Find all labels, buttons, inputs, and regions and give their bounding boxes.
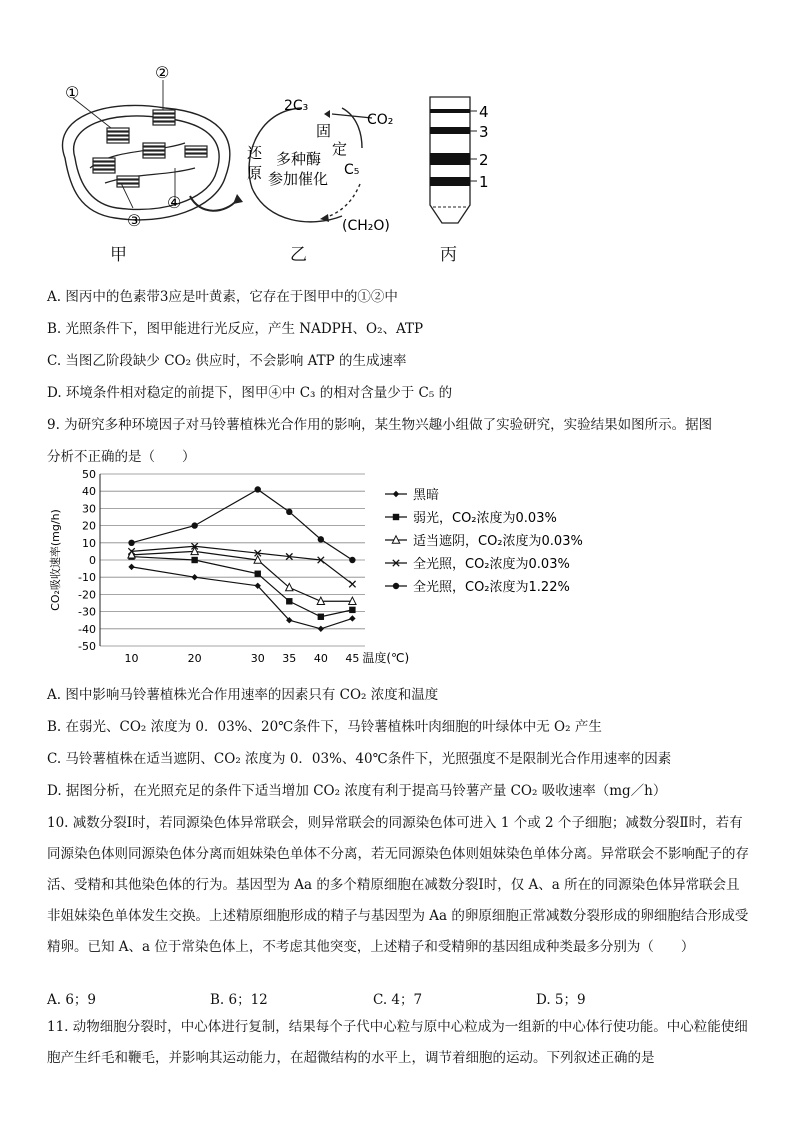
label-reduce-1: 还	[247, 144, 263, 162]
q9-option-d: D. 据图分析，在光照充足的条件下适当增加 CO₂ 浓度有利于提高马铃薯产量 CO₂ 吸收速率（mg／h）	[47, 783, 667, 799]
x-tick-label: 45	[345, 652, 360, 665]
label-fix-2: 定	[332, 140, 348, 158]
y-tick-label: -10	[78, 571, 96, 585]
band-label-4: 4	[479, 103, 489, 121]
marker-2: ②	[155, 63, 170, 82]
label-2c3: 2C₃	[284, 98, 309, 114]
data-point	[318, 626, 324, 632]
y-tick-label: 40	[82, 485, 96, 499]
data-point	[349, 615, 355, 621]
data-point	[255, 571, 261, 577]
y-axis-label: CO₂吸收速率(mg/h)	[49, 509, 62, 611]
figure-jia-caption: 甲	[110, 245, 127, 265]
data-point	[286, 509, 292, 515]
data-point	[191, 557, 197, 563]
legend-marker	[393, 491, 399, 497]
y-tick-label: -40	[78, 622, 96, 636]
figure-jia-chloroplast	[45, 58, 245, 258]
q10-option-b: B. 6；12	[210, 992, 268, 1008]
q8-option-c: C. 当图乙阶段缺少 CO₂ 供应时，不会影响 ATP 的生成速率	[47, 353, 407, 369]
q10-option-c: C. 4；7	[373, 992, 423, 1008]
label-fix-1: 固	[316, 122, 332, 140]
x-tick-label: 10	[124, 652, 139, 665]
q9-stem-line-2: 分析不正确的是（ ）	[47, 449, 196, 465]
y-tick-label: 0	[89, 554, 96, 567]
figure-bing-chromatogram	[425, 95, 495, 235]
data-point	[349, 581, 355, 587]
y-tick-label: 20	[82, 519, 96, 533]
x-tick-label: 20	[187, 652, 202, 665]
y-tick-label: 50	[82, 468, 96, 481]
q9-option-b: B. 在弱光、CO₂ 浓度为 0．03%、20℃条件下，马铃薯植株叶肉细胞的叶绿体中无 O₂ 产生	[47, 719, 602, 735]
q10-option-d: D. 5；9	[536, 992, 586, 1008]
q8-option-a: A. 图丙中的色素带3应是叶黄素，它存在于图甲中的①②中	[47, 289, 398, 305]
figure-yi-caption: 乙	[290, 245, 307, 265]
y-tick-label: -50	[78, 640, 96, 653]
legend-entry: 适当遮阴，CO₂浓度为0.03%	[413, 534, 583, 549]
series-line-5	[132, 489, 353, 560]
data-point	[191, 574, 197, 580]
legend-marker	[393, 583, 399, 589]
band-label-3: 3	[479, 123, 489, 141]
legend-entry: 黑暗	[413, 488, 440, 503]
x-tick-label: 40	[313, 652, 328, 665]
q8-option-d: D. 环境条件相对稳定的前提下，图甲④中 C₃ 的相对含量少于 C₅ 的	[47, 385, 453, 401]
data-point	[255, 486, 261, 492]
series-line-2	[132, 557, 353, 617]
y-tick-label: -20	[78, 588, 96, 602]
figure-yi-calvin-cycle	[232, 88, 412, 238]
marker-3: ③	[127, 211, 142, 230]
y-tick-label: 10	[82, 536, 96, 550]
data-point	[286, 598, 292, 604]
y-tick-label: 30	[82, 502, 96, 516]
data-point	[128, 564, 134, 570]
label-c5: C₅	[344, 162, 360, 178]
q9-option-c: C. 马铃薯植株在适当遮阴、CO₂ 浓度为 0．03%、40℃条件下，光照强度不是限制光合作用速率的因素	[47, 751, 672, 767]
q11-stem: 11. 动物细胞分裂时，中心体进行复制，结果每个子代中心粒与原中心粒成为一组新的中心体行使功能。中心粒能使细胞产生纤毛和鞭毛，并影响其运动能力，在超微结构的水平上，调节着细胞的运动。下列叙述正确的是	[47, 1019, 748, 1066]
data-point	[318, 536, 324, 542]
legend-marker	[393, 514, 399, 520]
x-tick-label: 35	[282, 652, 297, 665]
figure-bing-caption: 丙	[440, 245, 457, 265]
label-reduce-2: 原	[247, 164, 263, 182]
label-co2: CO₂	[367, 112, 394, 128]
label-enzyme-2: 参加催化	[268, 170, 329, 188]
legend-entry: 全光照，CO₂浓度为1.22%	[413, 580, 570, 595]
data-point	[318, 614, 324, 620]
label-ch2o: (CH₂O)	[342, 218, 390, 234]
q10-option-a: A. 6；9	[47, 992, 97, 1008]
label-enzyme-1: 多种酶	[276, 150, 322, 168]
band-label-2: 2	[479, 151, 489, 169]
x-tick-label: 30	[250, 652, 265, 665]
q9-line-chart	[45, 466, 645, 674]
q8-option-b: B. 光照条件下，图甲能进行光反应，产生 NADPH、O₂、ATP	[47, 321, 424, 337]
x-axis-label: 温度(℃)	[362, 651, 410, 665]
y-tick-label: -30	[78, 605, 96, 619]
marker-1: ①	[65, 83, 80, 102]
band-label-1: 1	[479, 173, 489, 191]
data-point	[286, 583, 293, 590]
data-point	[349, 607, 355, 613]
q9-option-a: A. 图中影响马铃薯植株光合作用速率的因素只有 CO₂ 浓度和温度	[47, 687, 439, 703]
marker-4: ④	[167, 193, 182, 212]
data-point	[191, 522, 197, 528]
q10-stem: 10. 减数分裂Ⅰ时，若同源染色体异常联会，则异常联会的同源染色体可进入 1 个或 2 个子细胞；减数分裂Ⅱ时，若有同源染色体则同源染色体分离而姐妹染色单体不分离，若无同源染色体则姐妹染色单体分离。异常联会不影响配子的存活、受精和其他染色体的行为。基因型为 Aa 的多个精原细胞在减数分裂Ⅰ时，仅 A、a 所在的同源染色体异常联会且非姐妹染色单体发生交换。上述精原细胞形成的精子与基因型为 Aa 的卵原细胞正常减数分裂形成的卵细胞结合形成受精卵。已知 A、a 位于常染色体上，不考虑其他突变，上述精子和受精卵的基因组成种类最多分别为（ ）	[47, 815, 749, 955]
legend-entry: 全光照，CO₂浓度为0.03%	[413, 557, 570, 572]
data-point	[349, 557, 355, 563]
q9-stem-line-1: 9. 为研究多种环境因子对马铃薯植株光合作用的影响，某生物兴趣小组做了实验研究，实验结果如图所示。据图	[47, 417, 713, 433]
data-point	[128, 540, 134, 546]
series-line-4	[132, 546, 353, 584]
legend-entry: 弱光，CO₂浓度为0.03%	[413, 511, 557, 526]
